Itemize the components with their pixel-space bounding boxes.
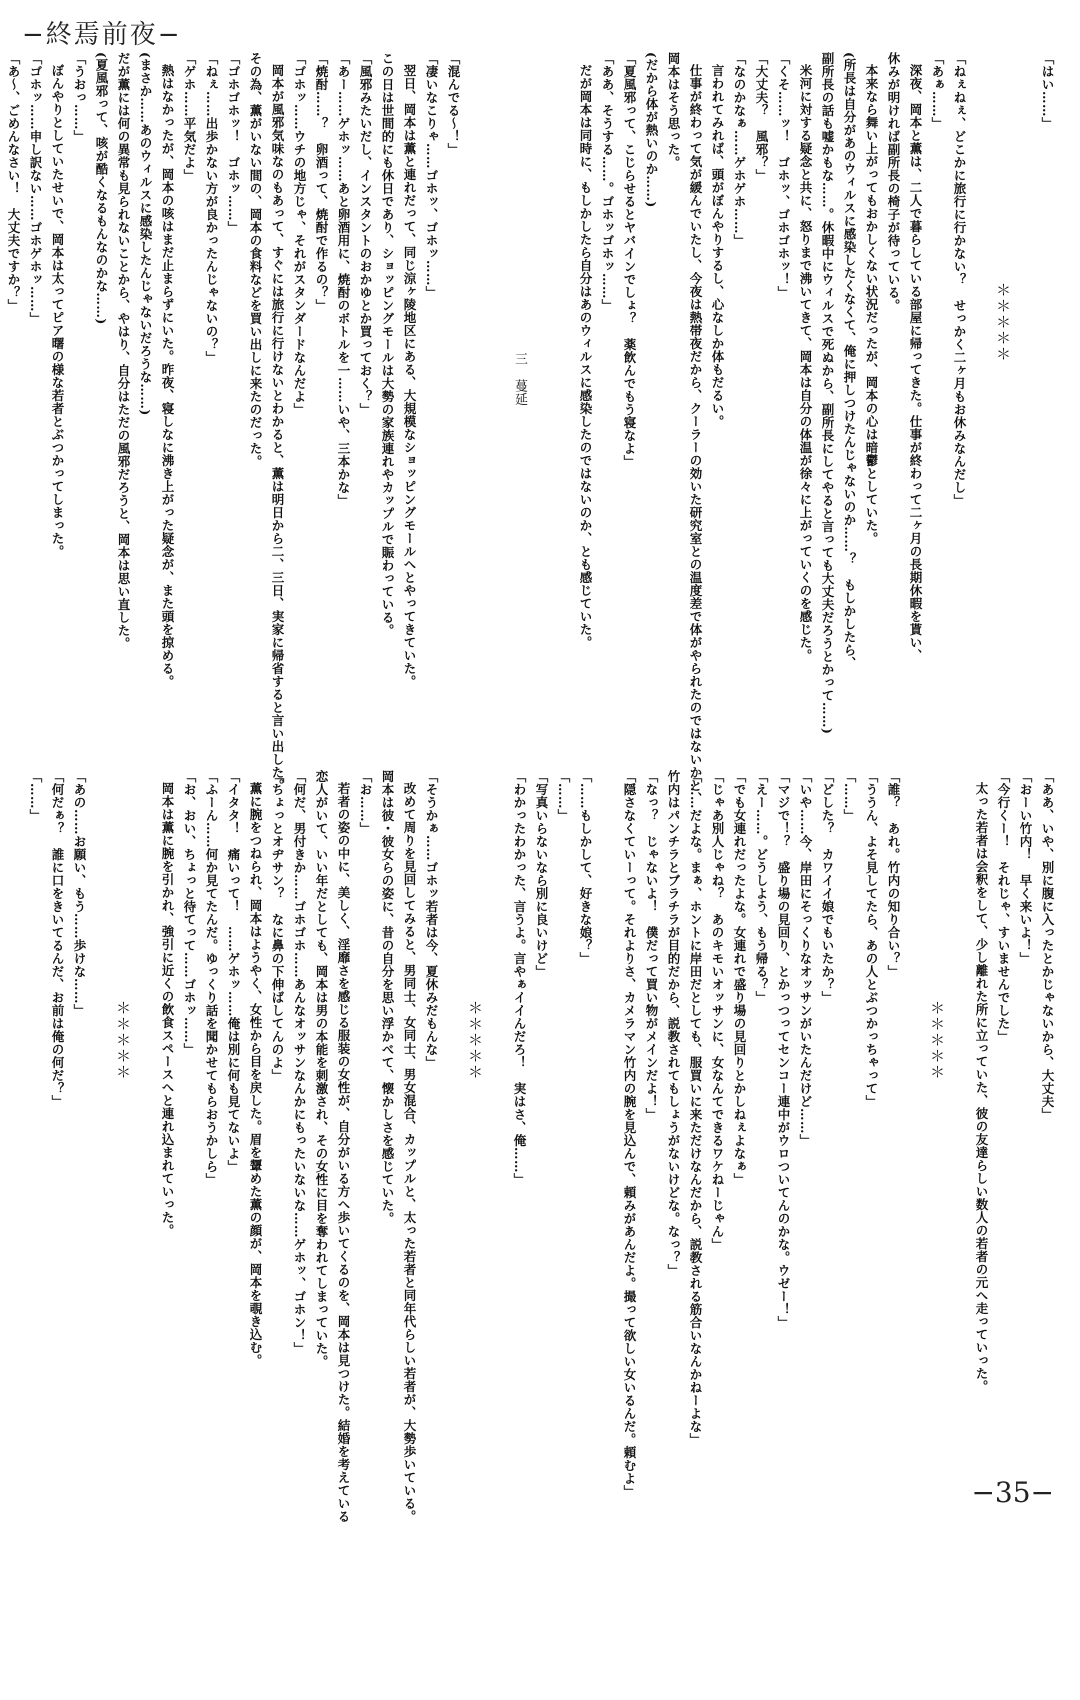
text-column: この日は世間的にも休日であり、ショッピングモールは大勢の家族連れやカップルで賑わっている。 bbox=[380, 52, 395, 637]
text-column: ＊＊＊＊＊ bbox=[928, 1000, 946, 1080]
text-column: 「何だ、男付きか……ゴホゴホ……あんなオッサンなんかにもったいないな……ゲホッ、ゴホン！」 bbox=[292, 770, 307, 1355]
text-column: 米河に対する疑念と共に、怒りまで沸いてきて、岡本は自分の体温が徐々に上がっていくのを感じた。 bbox=[798, 64, 813, 662]
text-column: 「えー……。どうしよう、もう帰る？」 bbox=[754, 770, 769, 1004]
text-column: 休みが明ければ副所長の椅子が待っている。 bbox=[886, 52, 901, 312]
text-column bbox=[486, 52, 508, 752]
text-column: ＊＊＊＊＊ bbox=[994, 282, 1012, 362]
page-number: −35− bbox=[971, 1476, 1054, 1509]
text-column: (だから体が熱いのか……) bbox=[644, 52, 659, 208]
text-column: 「ちょっとオヂサン？ なに鼻の下伸ばしてんのよ」 bbox=[270, 770, 285, 1082]
text-column: 「風邪みたいだし、インスタントのおかゆとか買っておく？」 bbox=[358, 52, 373, 416]
text-column: 「おーい竹内！ 早く来いよ！」 bbox=[1018, 770, 1033, 965]
text-column: 三 蔓延 bbox=[512, 352, 527, 406]
text-column: 薫に腕をつねられ、岡本はようやく、女性から目を戻した。眉を顰めた薫の顔が、岡本を覗き込む。 bbox=[248, 782, 263, 1367]
text-column: 「凄いなこりゃ……ゴホッ、ゴホッ……」 bbox=[424, 52, 439, 299]
text-column: 「どした？ カワイイ娘でもいたか？」 bbox=[820, 770, 835, 1004]
text-column: 「わかったわかった、言うよ。言やぁイイんだろ！ 実はさ、俺……」 bbox=[512, 770, 527, 1186]
text-column: (夏風邪って、咳が酷くなるもんなのかな……) bbox=[94, 52, 109, 325]
text-column bbox=[596, 770, 618, 1470]
text-column: 「はい……」 bbox=[1040, 52, 1055, 130]
text-column: 「あ〜、ごめんなさい！ 大丈夫ですか？」 bbox=[6, 52, 21, 312]
text-column: (所長は自分があのウィルスに感染したくなくて、俺に押しつけたんじゃないのか……？ もしかしたら、 bbox=[842, 52, 857, 670]
text-column: 「でも女連れだったよな。女連れで盛り場の見回りとかしねぇよなぁ」 bbox=[732, 770, 747, 1186]
text-column bbox=[970, 52, 992, 752]
text-column: 「夏風邪って、こじらせるとヤバインでしょ？ 薬飲んでもう寝なよ」 bbox=[622, 52, 637, 468]
text-column: 「ゴホッ……申し訳ない……ゴホゲホッ……」 bbox=[28, 52, 43, 325]
text-column: 岡本はそう思った。 bbox=[666, 52, 681, 169]
text-column: 翌日、岡本は薫と連れだって、同じ涼ヶ陵地区にある、大規模なショッピングモールへとやってきていた。 bbox=[402, 64, 417, 688]
text-column: 「お、おい、ちょっと待てって……ゴホッ……」 bbox=[182, 770, 197, 1056]
text-column: 「ううん、よそ見してたら、あの人とぶつかっちゃって」 bbox=[864, 770, 879, 1108]
text-column: 「大丈夫？ 風邪？」 bbox=[754, 52, 769, 182]
text-column: 仕事が終わって気が緩んでいたし、今夜は熱帯夜だから、クーラーの効いた研究室との温度差で体がやられたのではないかと、 bbox=[688, 64, 703, 805]
text-column: 「ああ、そうする……。ゴホッゴホッ……」 bbox=[600, 52, 615, 312]
text-column: 「ねぇ……出歩かない方が良かったんじゃないの？」 bbox=[204, 52, 219, 364]
text-column: 「ねぇねぇ、どこかに旅行に行かない？ せっかく二ヶ月もお休みなんだし」 bbox=[952, 52, 967, 507]
text-column: 竹内はパンチラとブラチラが目的だから、説教されてもしょうがないけどな。なっ？」 bbox=[666, 770, 681, 1277]
text-column bbox=[1014, 52, 1036, 752]
text-column: 言われてみれば、頭がぼんやりするし、心なしか体もだるい。 bbox=[710, 64, 725, 428]
chapter-title: −終焉前夜− bbox=[22, 20, 182, 50]
text-column: ＊＊＊＊＊ bbox=[114, 1000, 132, 1080]
text-column: 「あの……お願い、もう……歩けな……」 bbox=[72, 770, 87, 1017]
text-column bbox=[948, 770, 970, 1470]
text-column: 本来なら舞い上がってもおかしくない状況だったが、岡本の心は暗鬱としていた。 bbox=[864, 64, 879, 545]
text-column: 「混んでる〜！」 bbox=[446, 52, 461, 156]
text-column: 「じゃあ別人じゃね？ あのキモいオッサンに、女なんてできるワケねーじゃん」 bbox=[710, 770, 725, 1251]
text-column: 若者の姿の中に、美しく、淫靡さを感じる服装の女性が、自分がいる方へ歩いてくるのを、岡本は見つけた。結婚を考えている bbox=[336, 782, 351, 1523]
text-column: 岡本は薫に腕を引かれ、強引に近くの飲食スペースへと連れ込まれていった。 bbox=[160, 782, 175, 1237]
text-column: 熱はなかったが、岡本の咳はまだ止まらずにいた。昨夜、寝しなに沸き上がった疑念が、また頭を掠める。 bbox=[160, 64, 175, 688]
text-column: 「くそ……ッ！ ゴホッ、ゴホゴホッ！」 bbox=[776, 52, 791, 299]
text-tier-top bbox=[6, 52, 1058, 805]
text-column: 恋人がいて、いい年だとしても、岡本は男の本能を刺激され、その女性に目を奪われてしまっていた。 bbox=[314, 770, 329, 1368]
text-column: 「焼酎……？ 卵酒って、焼酎で作るの？」 bbox=[314, 52, 329, 312]
text-column: 「なっ？ じゃないよ！ 僕だって買い物がメインだよ！」 bbox=[644, 770, 659, 1121]
text-column: 「うおっ……」 bbox=[72, 52, 87, 143]
text-column: 「あー……ゲホッ……あと卵酒用に、焼酎のボトルを一……いや、三本かな」 bbox=[336, 52, 351, 507]
text-column bbox=[464, 52, 486, 752]
text-column: 「誰？ あれ。竹内の知り合い？」 bbox=[886, 770, 901, 978]
text-column: ぼんやりとしていたせいで、岡本は太ってピア曙の様な若者とぶつかってしまった。 bbox=[50, 64, 65, 558]
text-column: 「……」 bbox=[842, 770, 857, 822]
text-column bbox=[530, 52, 552, 752]
text-column: 「そうかぁ……ゴホッ若者は今、夏休みだもんな」 bbox=[424, 770, 439, 1069]
text-column: 「ああ、いや、別に腹に入ったとかじゃないから、大丈夫」 bbox=[1040, 770, 1055, 1121]
text-column: 「……」 bbox=[556, 770, 571, 822]
text-column: 「……」 bbox=[28, 770, 43, 822]
text-column: 「隠さなくていーって。それよりさ、カメラマン竹内の腕を見込んで、頼みがあんだよ。撮って欲しい女いるんだ。頼むよ」 bbox=[622, 770, 637, 1498]
text-column: 「お……」 bbox=[358, 770, 373, 835]
text-column: だが岡本は同時に、もしかしたら自分はあのウィルスに感染したのではないのか、とも感じていた。 bbox=[578, 64, 593, 649]
text-column: ＊＊＊＊＊ bbox=[466, 1000, 484, 1080]
text-column bbox=[904, 770, 926, 1470]
text-column bbox=[134, 770, 156, 1470]
text-column: 「イタタ！ 痛いって！ ……ゲホッ……俺は別に何も見てないよ」 bbox=[226, 770, 241, 1173]
text-column: 「……もしかして、好きな娘？」 bbox=[578, 770, 593, 965]
text-column: 「ゲホ……平気だよ」 bbox=[182, 52, 197, 182]
text-column: 副所長の話も嘘かもな……。休暇中にウィルスで死ぬから、副所長にしてやると言っても大丈夫だろうとかって……) bbox=[820, 52, 835, 735]
text-column: (まさか……あのウィルスに感染したんじゃないだろうな……) bbox=[138, 52, 153, 416]
text-column bbox=[90, 770, 112, 1470]
text-column: その為、薫がいない間の、岡本の食料などを買い出しに来たのだった。 bbox=[248, 52, 263, 468]
text-column: 「ゴホゴホッ！ ゴホッ……」 bbox=[226, 52, 241, 234]
text-column: 改めて周りを見回してみると、男同士、女同士、男女混合、カップルと、太った若者と同年代らしい若者が、大勢歩いている。 bbox=[402, 782, 417, 1523]
text-column: 「マジで！？ 盛り場の見回り、とかっつってセンコー連中がウロついてんのかな。ウゼー！」 bbox=[776, 770, 791, 1329]
text-column: 「ふーん……何か見てたんだ。ゆっくり話を聞かせてもらおうかしら」 bbox=[204, 770, 219, 1186]
text-column: 「写真いらないなら別に良いけど」 bbox=[534, 770, 549, 978]
text-column: 「今行くー！ それじゃ、すいませんでした」 bbox=[996, 770, 1011, 1043]
text-column: 「何だぁ？ 誰に口をきいてるんだ、お前は俺の何だ？」 bbox=[50, 770, 65, 1108]
text-column: 「なのかなぁ……ゲホゲホ……」 bbox=[732, 52, 747, 247]
text-column: 「ゴホッ……ウチの地方じゃ、それがスタンダードなんだよ」 bbox=[292, 52, 307, 416]
text-column bbox=[486, 770, 508, 1470]
text-column: 深夜、岡本と薫は、二人で暮らしている部屋に帰ってきた。仕事が終わって二ヶ月の長期休暇を貰い、 bbox=[908, 64, 923, 662]
text-column: 岡本は彼・彼女らの姿に、昔の自分を思い浮かべて、懐かしさを感じていた。 bbox=[380, 770, 395, 1225]
text-column: 「いや……今、岸田にそっくりなオッサンがいたんだけど……」 bbox=[798, 770, 813, 1147]
text-column bbox=[552, 52, 574, 752]
text-column bbox=[442, 770, 464, 1470]
text-column: 太った若者は会釈をして、少し離れた所に立っていた、彼の友達らしい数人の若者の元へ走っていった。 bbox=[974, 782, 989, 1393]
text-column: だが薫には何の異常も見られないことから、やはり、自分はただの風邪だろうと、岡本は思い直した。 bbox=[116, 52, 131, 650]
text-column: 「あぁ……」 bbox=[930, 52, 945, 130]
text-column: 岡本が風邪気味なのもあって、すぐには旅行に行けないとわかると、薫は明日から二、三日、実家に帰省すると言い出した。 bbox=[270, 64, 285, 792]
text-column: 「……だよな。まぁ、ホントに岸田だとしても、服買いに来ただけなんだから、説教される筋合いなんかねーよな」 bbox=[688, 770, 703, 1446]
